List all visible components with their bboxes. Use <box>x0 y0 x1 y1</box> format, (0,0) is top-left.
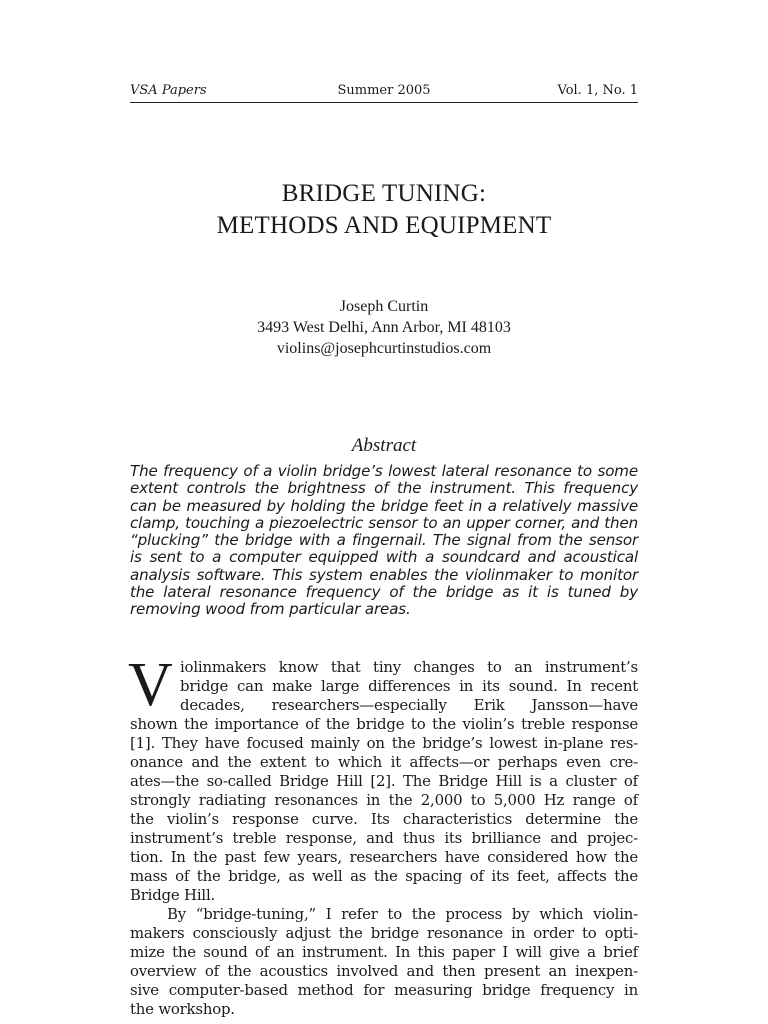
abstract-line: can be measured by holding the bridge feet in a relatively massive <box>130 496 638 515</box>
body-line: overview of the acoustics involved and then present an inexpen- <box>130 962 638 980</box>
author-email: violins@josephcurtinstudios.com <box>276 340 492 357</box>
body-line: bridge can make large differences in its sound. In recent <box>180 677 638 695</box>
body-line: instrument’s treble response, and thus its brilliance and projec- <box>130 829 638 847</box>
body-line: makers consciously adjust the bridge resonance in order to opti- <box>130 924 638 942</box>
body-line: Bridge Hill. <box>130 886 216 904</box>
body-line: ates—the so-called Bridge Hill [2]. The Bridge Hill is a cluster of <box>130 772 638 790</box>
abstract-line: analysis software. This system enables the violinmaker to monitor <box>130 565 638 584</box>
body-line: strongly radiating resonances in the 2,000 to 5,000 Hz range of <box>130 791 638 809</box>
abstract-line: the lateral resonance frequency of the bridge as it is tuned by <box>130 583 638 602</box>
abstract-line: clamp, touching a piezoelectric sensor to an upper corner, and then <box>130 513 638 532</box>
journal-name: VSA Papers <box>130 83 207 98</box>
abstract-text <box>130 463 638 619</box>
title-line-2: METHODS AND EQUIPMENT <box>216 212 552 239</box>
author-address: 3493 West Delhi, Ann Arbor, MI 48103 <box>257 319 511 336</box>
body-line: mass of the bridge, as well as the spacing of its feet, affects the <box>130 867 638 885</box>
abstract-line: removing wood from particular areas. <box>130 600 411 619</box>
body-line: [1]. They have focused mainly on the bridge’s lowest in-plane res- <box>130 734 638 752</box>
body-line: decades, researchers—especially Erik Jansson—have <box>180 696 638 714</box>
abstract-line: The frequency of a violin bridge’s lowest lateral resonance to some <box>130 462 638 480</box>
abstract-line: “plucking” the bridge with a fingernail. The signal from the sensor <box>130 531 638 550</box>
body-line: By “bridge-tuning,” I refer to the process by which violin- <box>167 905 638 923</box>
title-line-1: BRIDGE TUNING: <box>281 180 487 207</box>
issue-date: Summer 2005 <box>337 83 431 98</box>
drop-cap: V <box>128 651 173 719</box>
body-line: the violin’s response curve. Its characteristics determine the <box>130 810 638 828</box>
author-block <box>130 296 638 359</box>
abstract-line: extent controls the brightness of the instrument. This frequency <box>130 479 638 498</box>
abstract-heading: Abstract <box>351 435 417 456</box>
body-line: tion. In the past few years, researchers have considered how the <box>130 848 638 866</box>
volume-number: Vol. 1, No. 1 <box>557 83 638 98</box>
header-rule <box>130 102 638 103</box>
body-line: iolinmakers know that tiny changes to an instrument’s <box>180 658 638 676</box>
body-line: mize the sound of an instrument. In this paper I will give a brief <box>130 943 638 961</box>
body-line: sive computer-based method for measuring bridge frequency in <box>130 981 638 999</box>
running-header <box>130 82 638 102</box>
abstract-line: is sent to a computer equipped with a soundcard and acoustical <box>130 548 638 567</box>
author-name: Joseph Curtin <box>339 298 429 315</box>
body-line: onance and the extent to which it affects—or perhaps even cre- <box>130 753 638 771</box>
body-text <box>128 651 638 1019</box>
paper-page <box>130 0 638 1024</box>
paper-title <box>130 178 638 242</box>
body-line: the workshop. <box>130 1000 235 1018</box>
body-line: shown the importance of the bridge to the violin’s treble response <box>130 715 638 733</box>
